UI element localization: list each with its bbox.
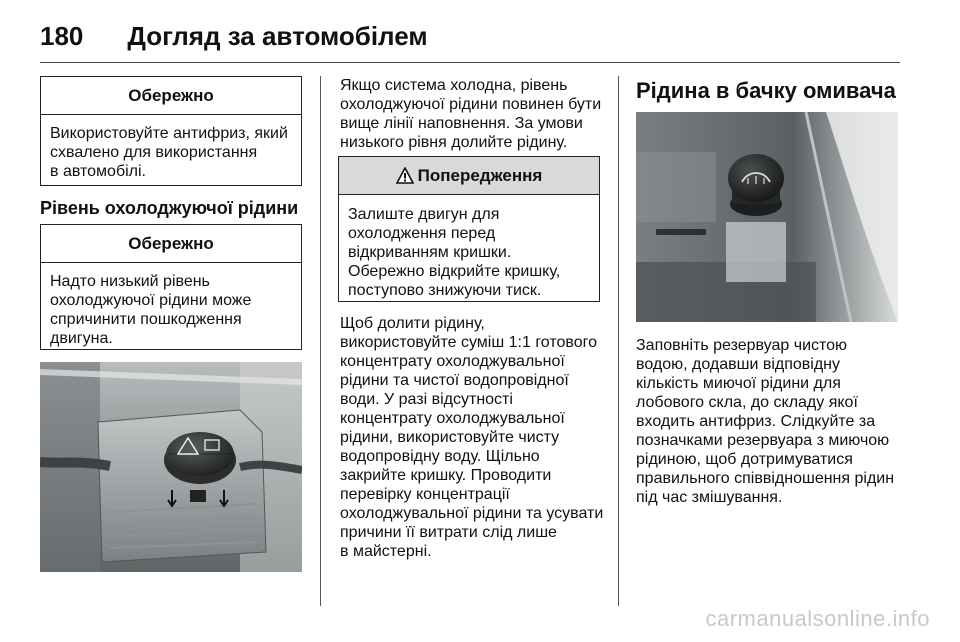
text-line: використовуйте суміш 1:1 готового bbox=[340, 334, 597, 351]
caution-text-line: Використовуйте антифриз, який bbox=[50, 125, 288, 142]
coolant-refill-text bbox=[340, 314, 603, 561]
section-heading-washer-fluid: Рідина в бачку омивача bbox=[636, 78, 896, 103]
caution-label: Обережно bbox=[41, 77, 301, 115]
text-line: низького рівня долийте рідину. bbox=[340, 134, 568, 151]
text-line: охолоджувальної рідини та усувати bbox=[340, 505, 604, 522]
warning-text-line: охолодження перед bbox=[348, 225, 496, 242]
text-line: Якщо система холодна, рівень bbox=[340, 77, 568, 94]
caution-text-line: охолоджуючої рідини може bbox=[50, 292, 252, 309]
caution-text-line: спричинити пошкодження bbox=[50, 311, 242, 328]
warning-text-line: Залиште двигун для bbox=[348, 206, 500, 223]
text-line: перевірку концентрації bbox=[340, 486, 510, 503]
caution-box-low-coolant bbox=[40, 224, 302, 350]
text-line: причини її витрати слід лише bbox=[340, 524, 557, 541]
warning-text-line: Обережно відкрийте кришку, bbox=[348, 263, 561, 280]
text-line: закрийте кришку. Проводити bbox=[340, 467, 552, 484]
text-line: рідини та чистої водопровідної bbox=[340, 372, 569, 389]
text-line: концентрату охолоджувальної bbox=[340, 353, 565, 370]
text-line: охолоджуючої рідини повинен бути bbox=[340, 96, 602, 113]
caution-text-line: схвалено для використання bbox=[50, 144, 258, 161]
text-line: водопровідну воду. Щільно bbox=[340, 448, 540, 465]
text-line: позначками резервуара з миючою bbox=[636, 432, 890, 449]
text-line: входить антифриз. Слідкуйте за bbox=[636, 413, 876, 430]
text-line: рідиною, щоб дотримуватися bbox=[636, 451, 853, 468]
column-divider-2 bbox=[618, 76, 619, 606]
text-line: правильного співвідношення рідин bbox=[636, 470, 895, 487]
warning-text-line: відкриванням кришки. bbox=[348, 244, 512, 261]
caution-label: Обережно bbox=[41, 225, 301, 263]
text-line: лобового скла, до складу якої bbox=[636, 394, 858, 411]
text-line: Щоб долити рідину, bbox=[340, 315, 485, 332]
washer-reservoir-photo bbox=[636, 112, 898, 322]
text-line: кількість миючої рідини для bbox=[636, 375, 841, 392]
caution-text bbox=[41, 263, 301, 348]
warning-triangle-icon bbox=[396, 167, 414, 184]
section-heading-coolant-level: Рівень охолоджуючої рідини bbox=[40, 198, 299, 218]
coolant-intro-text bbox=[340, 76, 601, 152]
warning-label: Попередження bbox=[417, 165, 543, 185]
text-line: Заповніть резервуар чистою bbox=[636, 337, 848, 354]
text-line: вище лінії наповнення. За умови bbox=[340, 115, 583, 132]
text-line: в майстерні. bbox=[340, 543, 432, 560]
column-divider-1 bbox=[320, 76, 321, 606]
caution-text-line: в автомобілі. bbox=[50, 163, 146, 180]
warning-header bbox=[339, 157, 599, 195]
caution-box-antifreeze bbox=[40, 76, 302, 186]
caution-text-line: Надто низький рівень bbox=[50, 273, 210, 290]
caution-text bbox=[41, 115, 301, 181]
coolant-reservoir-photo bbox=[40, 362, 302, 572]
text-line: водою, додавши відповідну bbox=[636, 356, 841, 373]
warning-text-line: поступово знижуючи тиск. bbox=[348, 282, 542, 299]
text-line: концентрату охолоджувальної bbox=[340, 410, 565, 427]
washer-fluid-text bbox=[636, 336, 894, 507]
text-line: під час змішування. bbox=[636, 489, 783, 506]
warning-box-hot-engine bbox=[338, 156, 600, 302]
page-number: 180 bbox=[40, 20, 84, 51]
warning-text bbox=[339, 195, 599, 300]
page-title: Догляд за автомобілем bbox=[127, 20, 428, 51]
header-rule bbox=[40, 62, 900, 63]
watermark: carmanualsonline.info bbox=[705, 606, 930, 631]
page-header bbox=[40, 18, 428, 54]
text-line: води. У разі відсутності bbox=[340, 391, 513, 408]
caution-text-line: двигуна. bbox=[50, 330, 113, 347]
text-line: рідини, використовуйте чисту bbox=[340, 429, 560, 446]
